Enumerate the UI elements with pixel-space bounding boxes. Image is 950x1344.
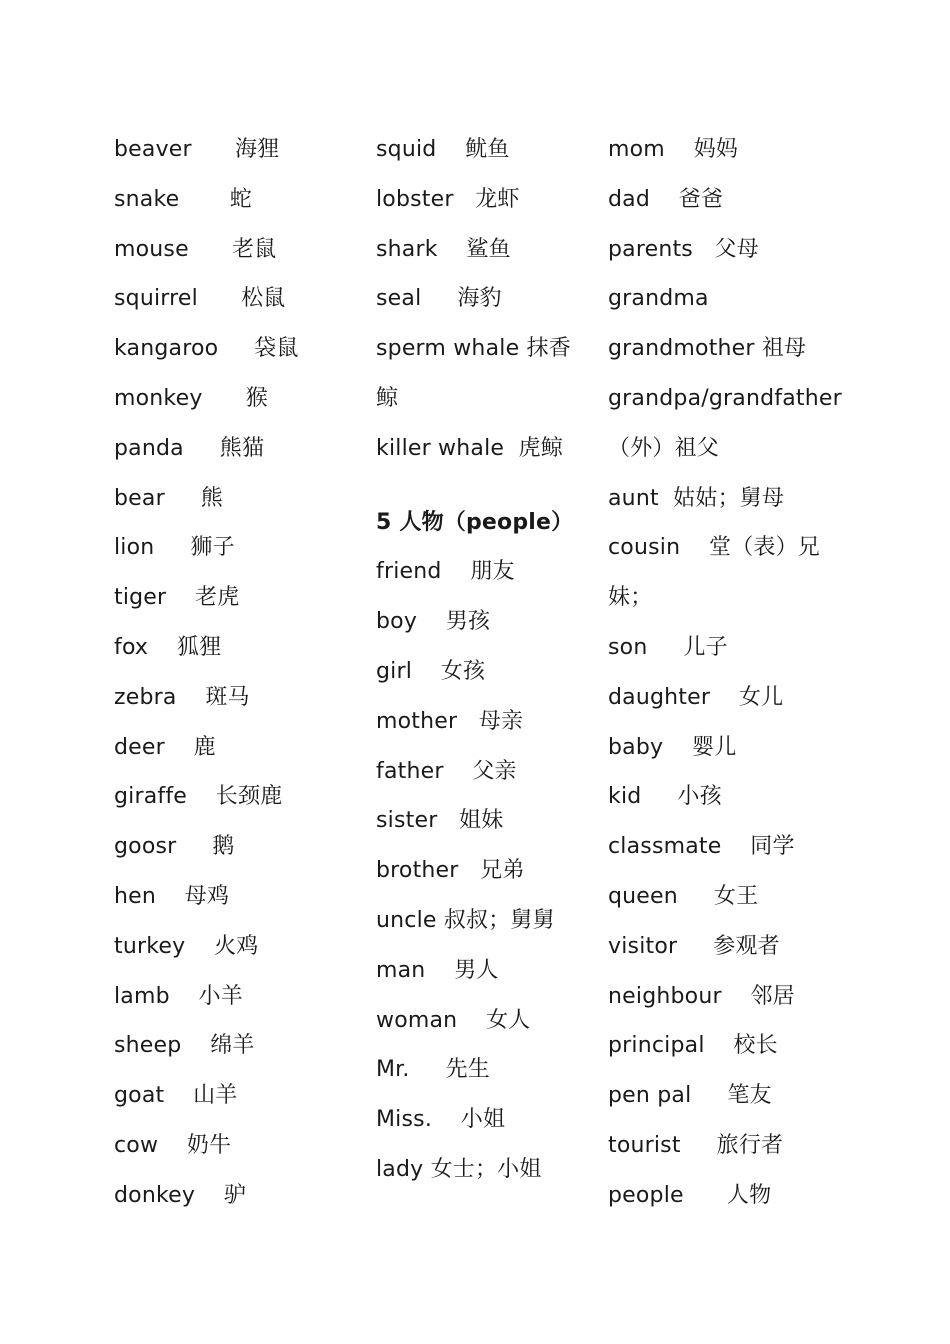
vocab-line: squid 鱿鱼 bbox=[376, 137, 510, 162]
vocab-line: tiger 老虎 bbox=[114, 585, 240, 611]
vocab-line: grandmother 祖母 bbox=[608, 336, 807, 362]
vocab-line: sperm whale 抹香 bbox=[376, 336, 571, 362]
vocab-line: goat 山羊 bbox=[114, 1083, 238, 1109]
vocab-line: neighbour 邻居 bbox=[608, 983, 795, 1009]
vocab-line: father 父亲 bbox=[376, 758, 517, 784]
vocab-line: dad 爸爸 bbox=[608, 186, 724, 212]
vocab-line: aunt 姑姑；舅母 bbox=[608, 485, 785, 511]
vocab-line: goosr 鹅 bbox=[114, 834, 235, 860]
vocab-line: seal 海豹 bbox=[376, 286, 502, 312]
vocab-line: lady 女士；小姐 bbox=[376, 1156, 542, 1182]
column-sea-and-people bbox=[376, 132, 591, 1202]
blank-line bbox=[376, 481, 591, 505]
vocab-line: tourist 旅行者 bbox=[608, 1132, 784, 1158]
vocab-line: Mr. 先生 bbox=[376, 1057, 490, 1083]
vocab-line: principal 校长 bbox=[608, 1033, 778, 1059]
vocab-line: mouse 老鼠 bbox=[114, 236, 277, 262]
vocab-line: kid 小孩 bbox=[608, 784, 722, 810]
vocab-line: grandma bbox=[608, 286, 709, 312]
vocab-line: beaver 海狸 bbox=[114, 137, 280, 162]
vocab-line: giraffe 长颈鹿 bbox=[114, 784, 283, 810]
vocab-line: donkey 驴 bbox=[114, 1182, 247, 1208]
vocab-line: turkey 火鸡 bbox=[114, 933, 259, 959]
vocab-line: visitor 参观者 bbox=[608, 933, 780, 959]
column-family bbox=[608, 132, 843, 1228]
vocab-line: cousin 堂（表）兄 bbox=[608, 535, 820, 561]
vocab-line: snake 蛇 bbox=[114, 186, 252, 212]
vocab-line: zebra 斑马 bbox=[114, 684, 250, 710]
vocab-line: mother 母亲 bbox=[376, 708, 524, 734]
vocab-line: 鲸 bbox=[376, 385, 399, 411]
vocab-line: squirrel 松鼠 bbox=[114, 286, 286, 312]
vocab-line: lamb 小羊 bbox=[114, 983, 243, 1009]
vocab-line: mom 妈妈 bbox=[608, 137, 739, 162]
vocab-line: daughter 女儿 bbox=[608, 684, 784, 710]
vocab-line: sister 姐妹 bbox=[376, 808, 504, 834]
vocab-line: monkey 猴 bbox=[114, 385, 268, 411]
vocab-line: Miss. 小姐 bbox=[376, 1107, 506, 1133]
vocab-line: cow 奶牛 bbox=[114, 1132, 232, 1158]
vocab-line: bear 熊 bbox=[114, 485, 223, 511]
vocab-line: baby 婴儿 bbox=[608, 734, 737, 760]
vocab-line: classmate 同学 bbox=[608, 834, 795, 860]
vocab-line: boy 男孩 bbox=[376, 609, 491, 635]
vocab-line: kangaroo 袋鼠 bbox=[114, 336, 299, 362]
vocab-line: fox 狐狸 bbox=[114, 634, 222, 660]
vocab-line: people 人物 bbox=[608, 1182, 772, 1208]
vocab-line: queen 女王 bbox=[608, 883, 759, 909]
vocab-line: panda 熊猫 bbox=[114, 435, 265, 461]
column-animals bbox=[114, 132, 354, 1228]
vocab-line: son 儿子 bbox=[608, 634, 728, 660]
vocab-line: woman 女人 bbox=[376, 1007, 531, 1033]
vocab-line: （外）祖父 bbox=[608, 435, 720, 461]
vocab-line: deer 鹿 bbox=[114, 734, 216, 760]
vocab-line: girl 女孩 bbox=[376, 658, 486, 684]
vocab-line: sheep 绵羊 bbox=[114, 1033, 255, 1059]
vocab-line: killer whale 虎鲸 bbox=[376, 435, 563, 461]
vocab-line: shark 鲨鱼 bbox=[376, 236, 511, 262]
vocab-line: friend 朋友 bbox=[376, 559, 515, 585]
vocab-line: brother 兄弟 bbox=[376, 858, 525, 884]
section-heading: 5 人物（people） bbox=[376, 509, 574, 535]
vocab-line: uncle 叔叔；舅舅 bbox=[376, 907, 555, 933]
vocab-line: grandpa/grandfather bbox=[608, 385, 842, 411]
vocab-line: pen pal 笔友 bbox=[608, 1083, 772, 1109]
vocab-line: lion 狮子 bbox=[114, 535, 235, 561]
vocab-line: man 男人 bbox=[376, 957, 499, 983]
vocab-line: 妹； bbox=[608, 585, 653, 611]
vocab-line: lobster 龙虾 bbox=[376, 186, 520, 212]
vocab-line: parents 父母 bbox=[608, 236, 759, 262]
vocab-line: hen 母鸡 bbox=[114, 883, 230, 909]
